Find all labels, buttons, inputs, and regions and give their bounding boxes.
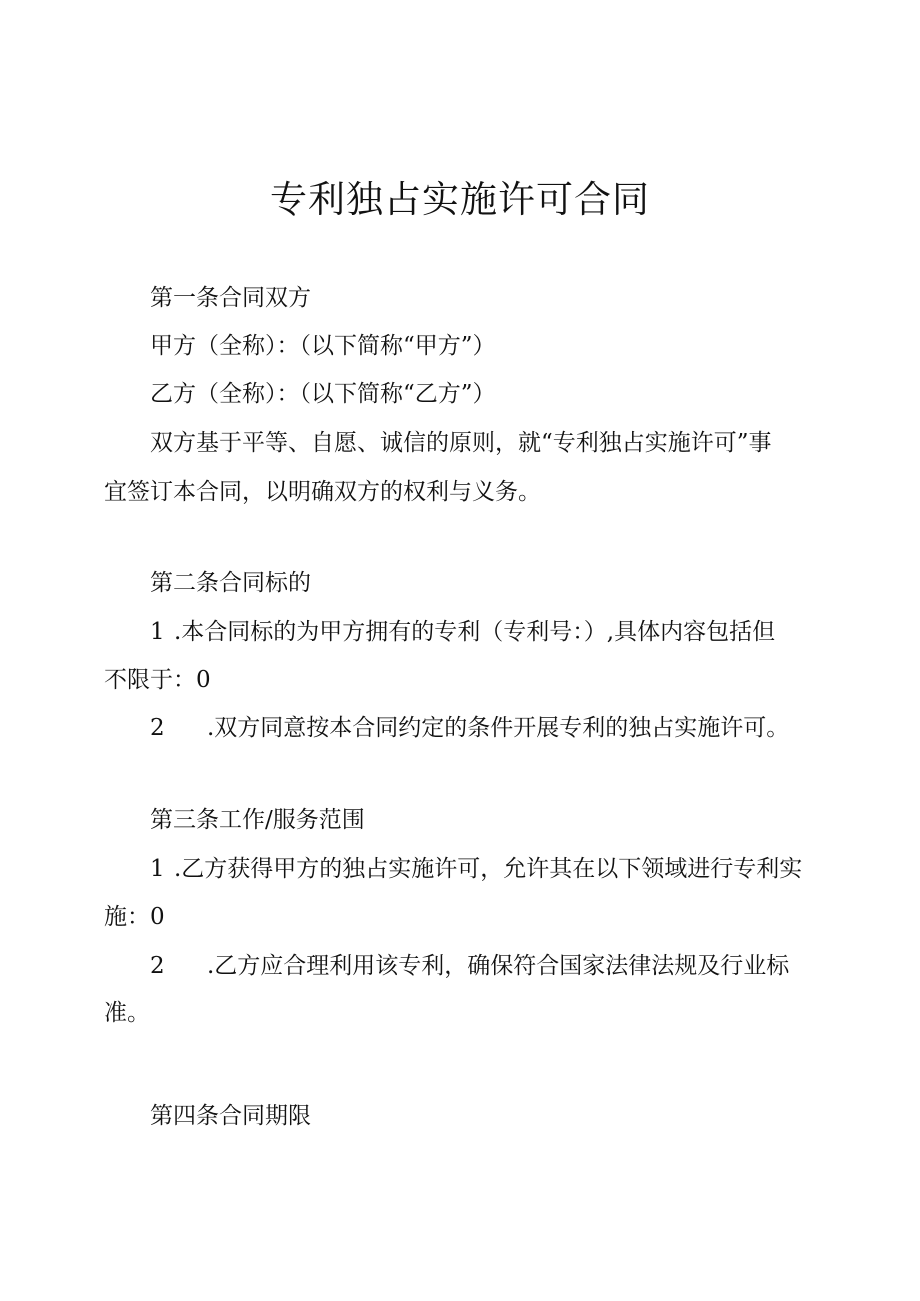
item-number: 1 <box>150 619 165 645</box>
party-b-line: 乙方（全称）：（以下简称“乙方”） <box>150 381 496 407</box>
item-number: 2 <box>150 715 165 741</box>
item-text: .双方同意按本合同约定的条件开展专利的独占实施许可。 <box>207 715 790 741</box>
section-heading: 第二条合同标的 <box>150 570 311 596</box>
document-title: 专利独占实施许可合同 <box>270 178 650 221</box>
section-heading: 第一条合同双方 <box>150 285 311 311</box>
item-text: .乙方应合理利用该专利，确保符合国家法律法规及行业标 <box>207 953 790 979</box>
item-text: .乙方获得甲方的独占实施许可，允许其在以下领域进行专利实 <box>174 856 803 882</box>
paragraph-line: 宜签订本合同，以明确双方的权利与义务。 <box>104 479 541 505</box>
item-text-continued: 不限于：0 <box>104 667 211 693</box>
item-text-continued: 施：0 <box>104 904 165 930</box>
item-text-continued: 准。 <box>104 1000 150 1026</box>
item-text: .本合同标的为甲方拥有的专利（专利号：）,具体内容包括但 <box>174 619 776 645</box>
party-a-line: 甲方（全称）：（以下简称“甲方”） <box>150 333 496 359</box>
section-heading: 第三条工作/服务范围 <box>150 807 365 833</box>
section-heading: 第四条合同期限 <box>150 1103 311 1129</box>
paragraph-line: 双方基于平等、自愿、诚信的原则，就“专利独占实施许可”事 <box>150 430 772 456</box>
item-number: 2 <box>150 953 165 979</box>
item-number: 1 <box>150 856 165 882</box>
